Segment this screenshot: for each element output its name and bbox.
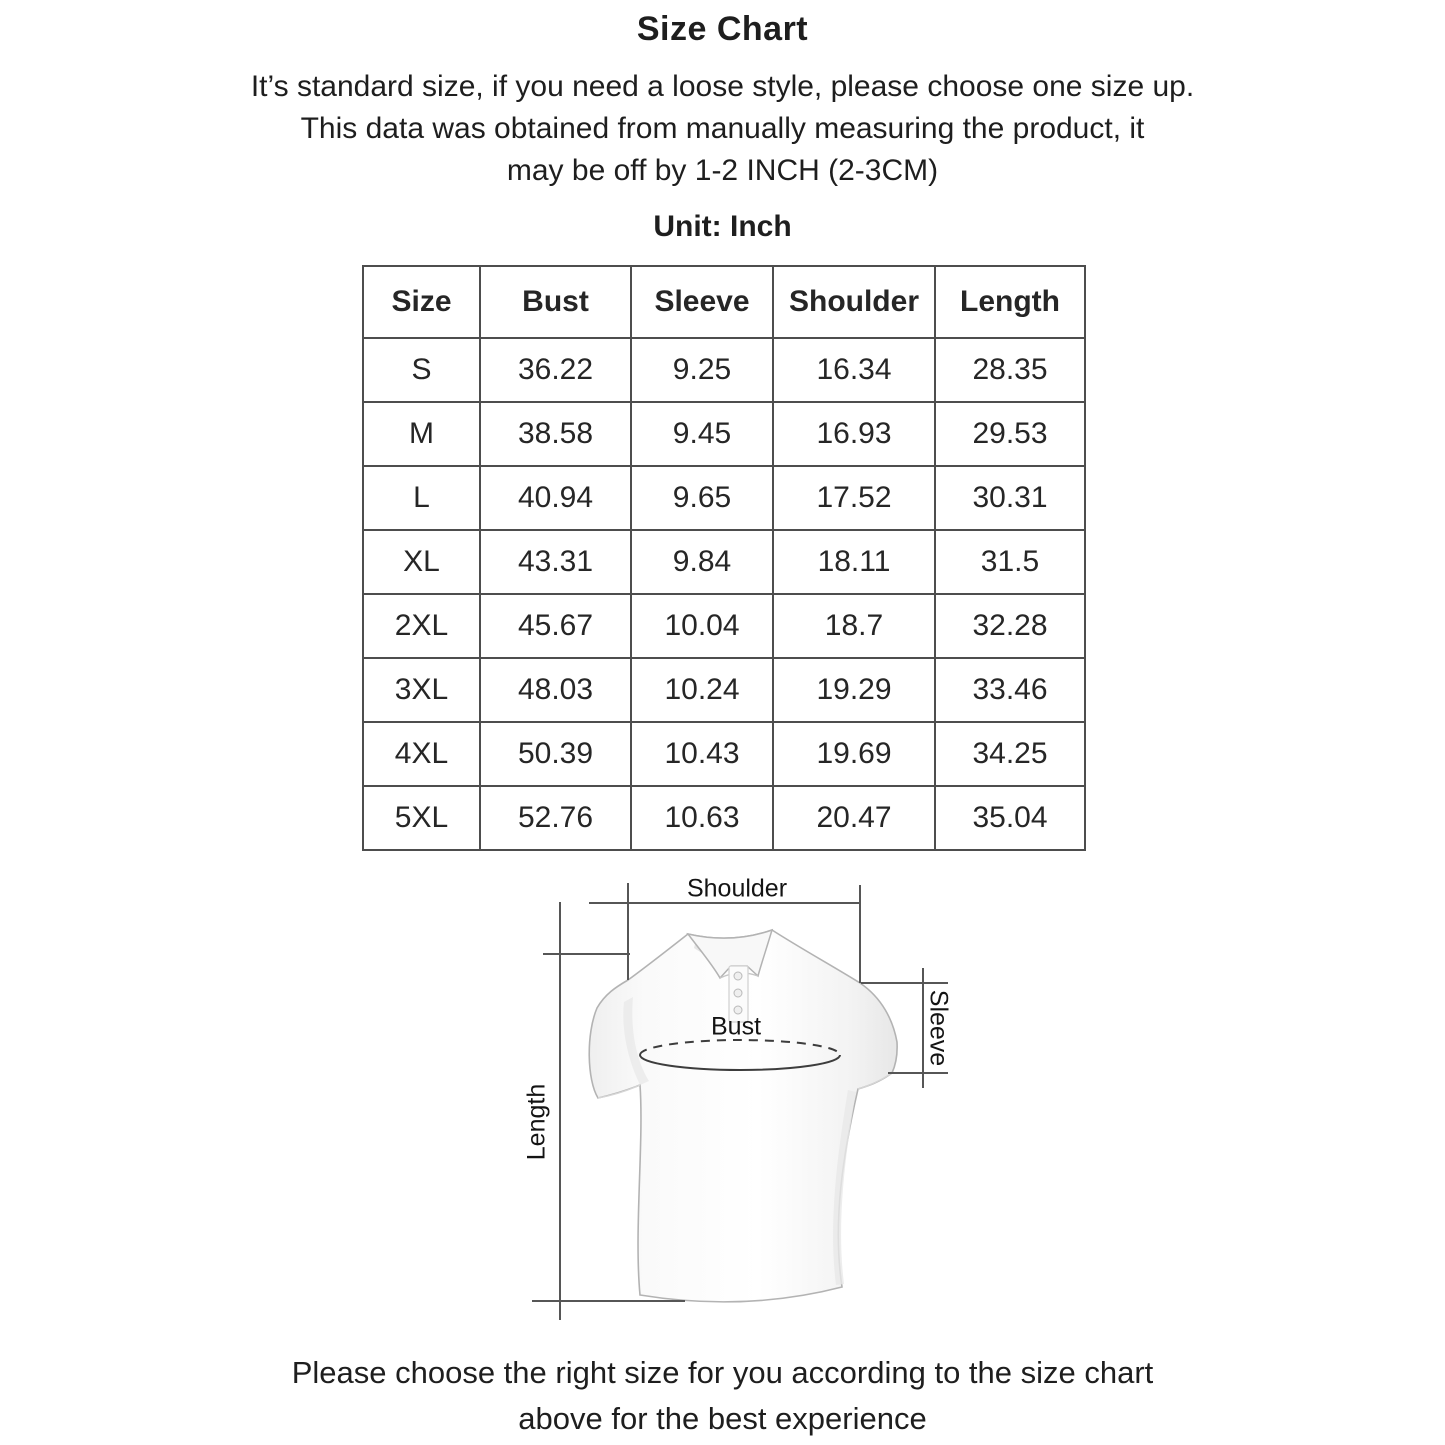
column-header-sleeve: Sleeve [631,266,773,338]
cell-length: 32.28 [935,594,1085,658]
cell-size: L [363,466,480,530]
cell-sleeve: 10.04 [631,594,773,658]
cell-size: 4XL [363,722,480,786]
table-row-m [363,402,1085,466]
cell-sleeve: 9.65 [631,466,773,530]
unit-label: Unit: Inch [653,210,792,243]
cell-length: 34.25 [935,722,1085,786]
footer-line-2: above for the best experience [518,1401,927,1436]
cell-sleeve: 9.45 [631,402,773,466]
cell-bust: 48.03 [480,658,631,722]
cell-size: M [363,402,480,466]
cell-shoulder: 17.52 [773,466,935,530]
cell-length: 28.35 [935,338,1085,402]
cell-shoulder: 18.11 [773,530,935,594]
sleeve-label: Sleeve [924,989,953,1067]
cell-length: 30.31 [935,466,1085,530]
table-row-2xl [363,594,1085,658]
cell-shoulder: 16.93 [773,402,935,466]
measurement-diagram [500,870,980,1330]
cell-sleeve: 9.25 [631,338,773,402]
polo-shirt-illustration [500,870,980,1330]
table-row-3xl [363,658,1085,722]
cell-bust: 52.76 [480,786,631,850]
column-header-size: Size [363,266,480,338]
button-1 [734,972,742,980]
bust-label: Bust [710,1012,762,1041]
page-title: Size Chart [636,10,809,48]
cell-bust: 45.67 [480,594,631,658]
intro-line-3: may be off by 1-2 INCH (2-3CM) [506,154,939,187]
cell-bust: 40.94 [480,466,631,530]
intro-line-2: This data was obtained from manually measuring the product, it [300,112,1145,145]
size-table [362,265,1086,851]
cell-bust: 38.58 [480,402,631,466]
cell-sleeve: 10.24 [631,658,773,722]
shoulder-label: Shoulder [686,874,788,903]
column-header-shoulder: Shoulder [773,266,935,338]
cell-length: 29.53 [935,402,1085,466]
table-row-s [363,338,1085,402]
cell-size: 3XL [363,658,480,722]
footer-line-1: Please choose the right size for you according to the size chart [291,1355,1154,1390]
cell-shoulder: 18.7 [773,594,935,658]
length-label: Length [522,1083,551,1161]
cell-sleeve: 10.43 [631,722,773,786]
cell-shoulder: 20.47 [773,786,935,850]
button-2 [734,989,742,997]
intro-line-1: It’s standard size, if you need a loose style, please choose one size up. [250,70,1195,103]
cell-bust: 43.31 [480,530,631,594]
table-row-l [363,466,1085,530]
size-table-container [362,265,1086,851]
cell-size: 2XL [363,594,480,658]
cell-size: 5XL [363,786,480,850]
cell-sleeve: 9.84 [631,530,773,594]
footer-note [0,1350,1445,1442]
table-row-4xl [363,722,1085,786]
cell-length: 31.5 [935,530,1085,594]
cell-bust: 36.22 [480,338,631,402]
column-header-bust: Bust [480,266,631,338]
cell-size: XL [363,530,480,594]
cell-size: S [363,338,480,402]
cell-sleeve: 10.63 [631,786,773,850]
cell-length: 33.46 [935,658,1085,722]
cell-shoulder: 19.29 [773,658,935,722]
table-row-xl [363,530,1085,594]
column-header-length: Length [935,266,1085,338]
cell-shoulder: 19.69 [773,722,935,786]
cell-length: 35.04 [935,786,1085,850]
table-row-5xl [363,786,1085,850]
intro-text [0,66,1445,192]
cell-bust: 50.39 [480,722,631,786]
size-table-header-row [363,266,1085,338]
cell-shoulder: 16.34 [773,338,935,402]
